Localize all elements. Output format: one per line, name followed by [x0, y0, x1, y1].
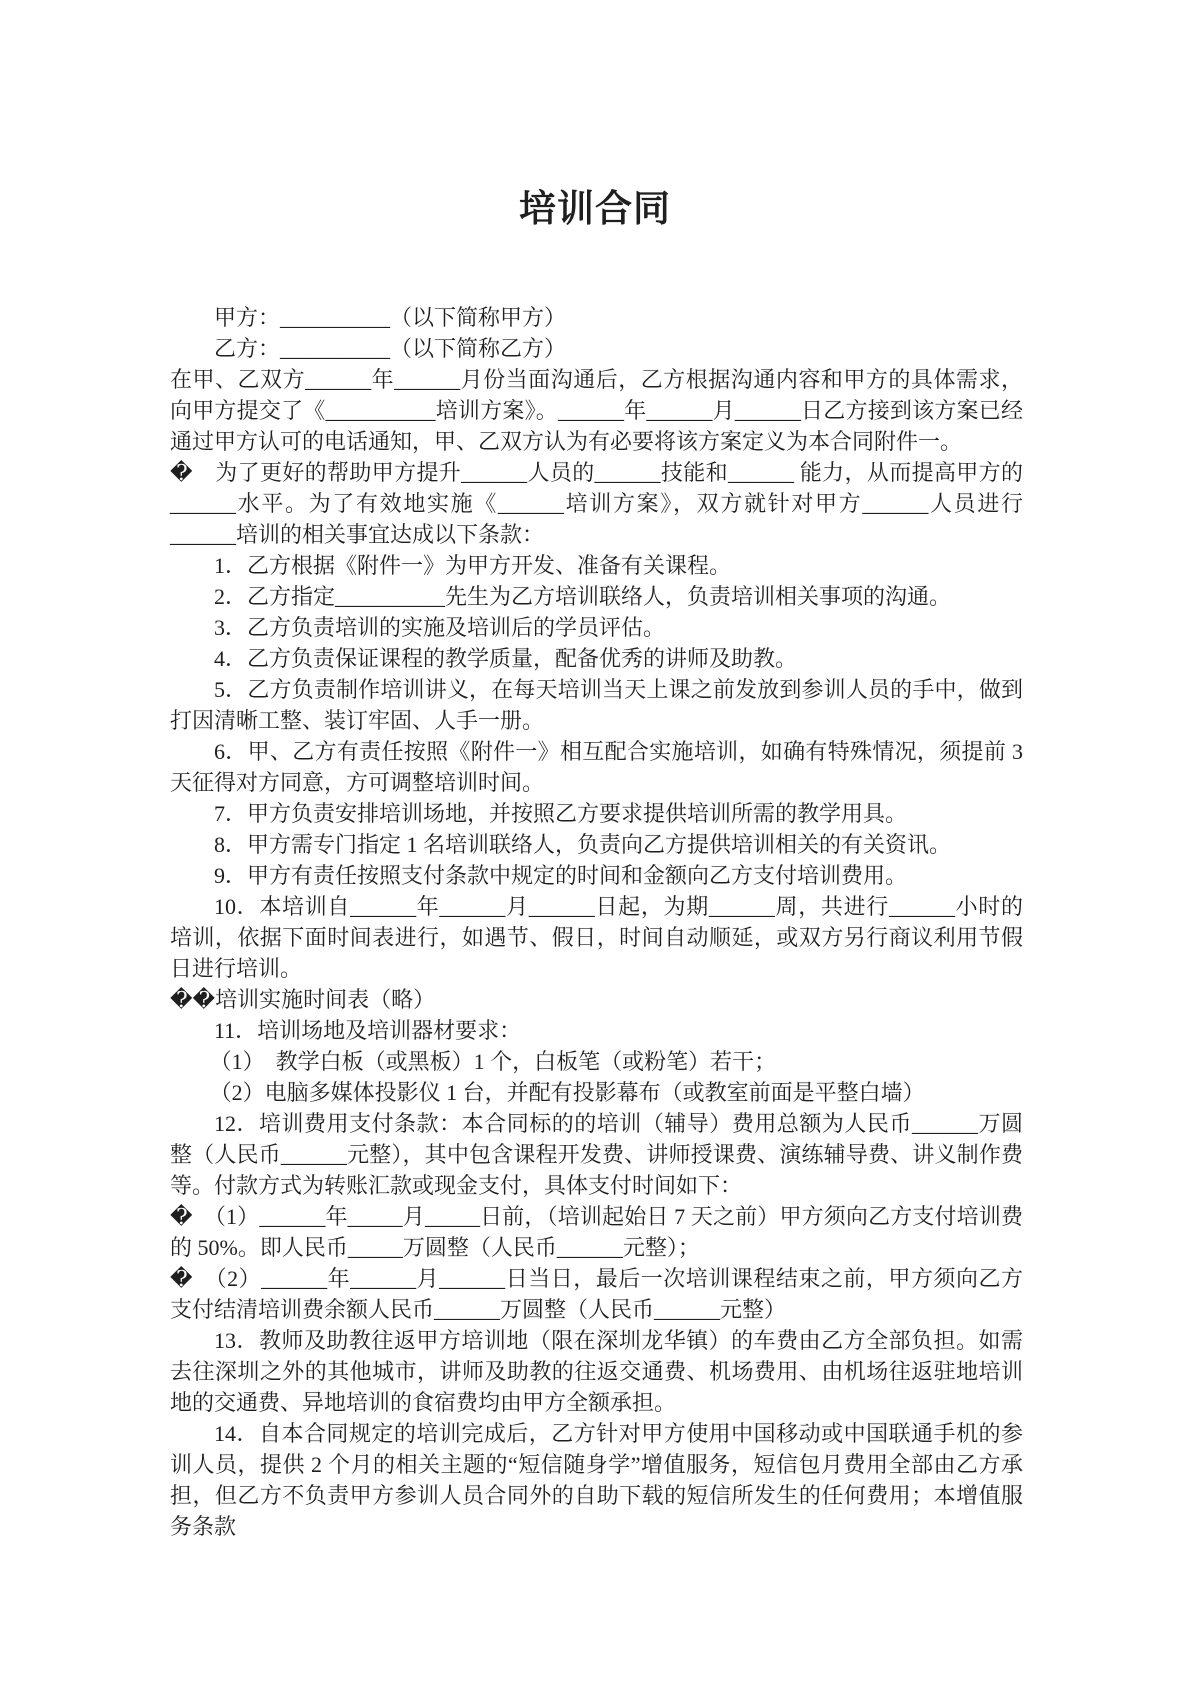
party-a-line: 甲方：__________（以下简称甲方）: [214, 305, 567, 330]
clause-14: 14．自本合同规定的培训完成后，乙方针对甲方使用中国移动或中国联通手机的参训人员，提供 2 个月的相关主题的“短信随身学”增值服务，短信包月费用全部由乙方承担，但乙方不负责甲方参训人员合同外的自助下载的短信所发生的任何费用；本增值服务条款: [170, 1421, 1023, 1539]
clause-13: 13．教师及助教往返甲方培训地（限在深圳龙华镇）的车费由乙方全部负担。如需去往深圳之外的其他城市，讲师及助教的往返交通费、机场费用、由机场往返驻地培训地的交通费、异地培训的食宿费均由甲方全额承担。: [170, 1328, 1023, 1415]
payment-term-1: � （1）______年_____月_____日前，（培训起始日 7 天之前）甲方须向乙方支付培训费的 50%。即人民币_____万圆整（人民币______元整）；: [170, 1204, 1023, 1260]
clause-6: 6．甲、乙方有责任按照《附件一》相互配合实施培训，如确有特殊情况，须提前 3 天征得对方同意，方可调整培训时间。: [170, 739, 1023, 795]
clause-5: 5．乙方负责制作培训讲义，在每天培训当天上课之前发放到参训人员的手中，做到打因清晰工整、装订牢固、人手一册。: [170, 677, 1023, 733]
clause-3: 3．乙方负责培训的实施及培训后的学员评估。: [214, 615, 666, 640]
schedule-note: ��培训实施时间表（略）: [170, 987, 436, 1012]
document-body: [170, 302, 1023, 1542]
clause-1: 1．乙方根据《附件一》为甲方开发、准备有关课程。: [214, 553, 732, 578]
clause-8: 8．甲方需专门指定 1 名培训联络人，负责向乙方提供培训相关的有关资讯。: [214, 832, 952, 857]
clause-4: 4．乙方负责保证课程的教学质量，配备优秀的讲师及助教。: [214, 646, 798, 671]
purpose-paragraph: � 为了更好的帮助甲方提升______人员的______技能和______ 能力，从而提高甲方的______水平。为了有效地实施《______培训方案》，双方就针对甲方______人员进行______培训的相关事宜达成以下条款：: [170, 460, 1023, 547]
clause-10: 10．本培训自______年______月______日起，为期______周，共进行______小时的培训，依据下面时间表进行，如遇节、假日，时间自动顺延，或双方另行商议利用节假日进行培训。: [170, 894, 1023, 981]
clause-11-item-1: （1） 教学白板（或黑板）1 个，白板笔（或粉笔）若干；: [209, 1049, 777, 1074]
payment-term-2: � （2）______年______月______日当日，最后一次培训课程结束之前，甲方须向乙方支付结清培训费余额人民币______万圆整（人民币______元整）: [170, 1266, 1023, 1322]
party-b-line: 乙方：__________（以下简称乙方）: [214, 336, 567, 361]
clause-7: 7．甲方负责安排培训场地，并按照乙方要求提供培训所需的教学用具。: [214, 801, 908, 826]
document-title: 培训合同: [519, 189, 671, 230]
clause-12: 12．培训费用支付条款：本合同标的的培训（辅导）费用总额为人民币______万圆整（人民币______元整），其中包含课程开发费、讲师授课费、演练辅导费、讲义制作费等。付款方式为转账汇款或现金支付，具体支付时间如下：: [170, 1111, 1023, 1198]
clause-11-item-2: （2）电脑多媒体投影仪 1 台，并配有投影幕布（或教室前面是平整白墙）: [209, 1080, 925, 1105]
preamble-paragraph: 在甲、乙双方______年______月份当面沟通后，乙方根据沟通内容和甲方的具体需求，向甲方提交了《__________培训方案》。______年______月______日乙方接到该方案已经通过甲方认可的电话通知，甲、乙双方认为有必要将该方案定义为本合同附件一。: [170, 367, 1023, 454]
clause-11: 11．培训场地及培训器材要求：: [214, 1018, 522, 1043]
clause-2: 2．乙方指定__________先生为乙方培训联络人，负责培训相关事项的沟通。: [214, 584, 952, 609]
clause-9: 9．甲方有责任按照支付条款中规定的时间和金额向乙方支付培训费用。: [214, 863, 908, 888]
